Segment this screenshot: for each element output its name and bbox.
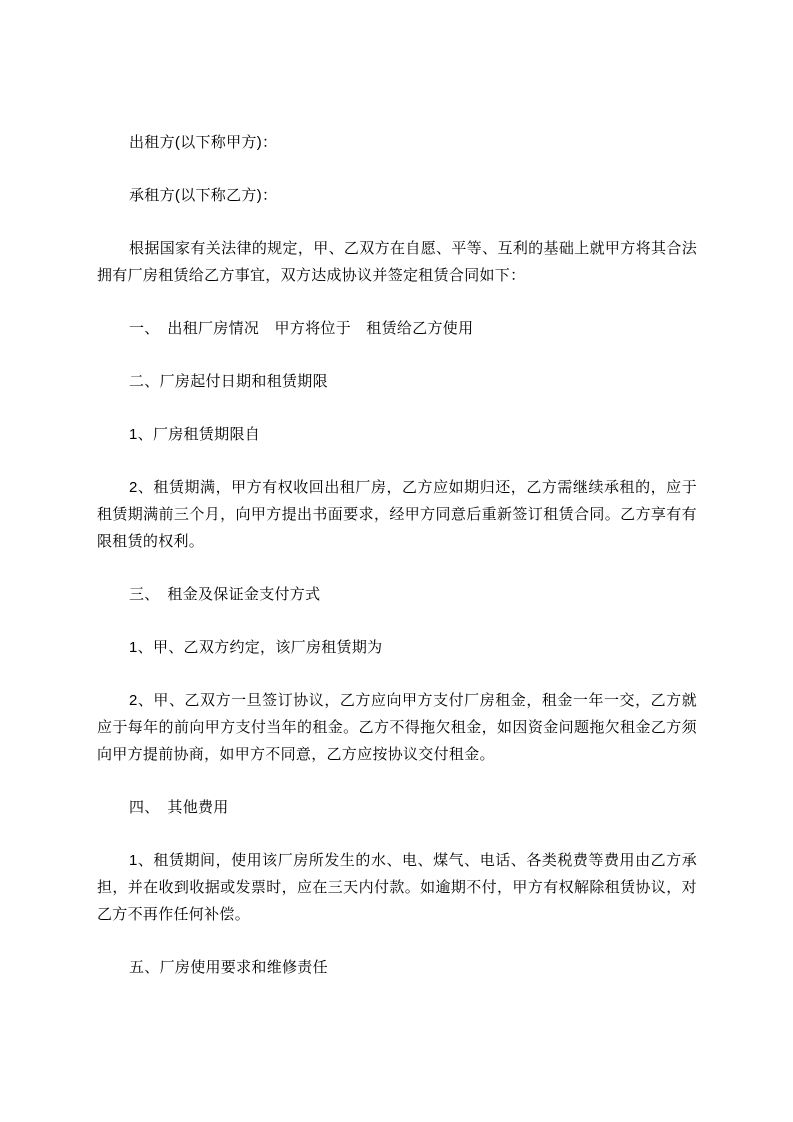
clause-4-heading: 四、 其他费用 <box>129 799 229 816</box>
lessor-party-line: 出租方(以下称甲方)： <box>129 134 278 151</box>
clause-4-item-1: 1、租赁期间，使用该厂房所发生的水、电、煤气、电话、各类税费等费用由乙方承担，并在收到收据或发票时，应在三天内付款。如逾期不付，甲方有权解除租赁协议，对乙方不再作任何补偿。 <box>97 852 697 923</box>
clause-5-heading: 五、厂房使用要求和维修责任 <box>129 959 328 976</box>
clause-3-item-2: 2、甲、乙双方一旦签订协议，乙方应向甲方支付厂房租金，租金一年一交，乙方就应于每年的前向甲方支付当年的租金。乙方不得拖欠租金，如因资金问题拖欠租金乙方须向甲方提前协商，如甲方不同意，乙方应按协议交付租金。 <box>97 692 697 763</box>
clause-1-heading: 一、 出租厂房情况 甲方将位于 租赁给乙方使用 <box>129 320 474 337</box>
clause-3-heading: 三、 租金及保证金支付方式 <box>129 586 321 603</box>
preamble-paragraph: 根据国家有关法律的规定，甲、乙双方在自愿、平等、互利的基础上就甲方将其合法拥有厂房租赁给乙方事宜，双方达成协议并签定租赁合同如下： <box>97 240 697 284</box>
clause-2-item-1: 1、厂房租赁期限自 <box>129 426 261 443</box>
clause-2-item-2: 2、租赁期满，甲方有权收回出租厂房，乙方应如期归还，乙方需继续承租的，应于租赁期满前三个月，向甲方提出书面要求，经甲方同意后重新签订租赁合同。乙方享有有限租赁的权利。 <box>97 479 697 550</box>
clause-2-heading: 二、厂房起付日期和租赁期限 <box>129 373 328 390</box>
lessee-party-line: 承租方(以下称乙方)： <box>129 187 278 204</box>
clause-3-item-1: 1、甲、乙双方约定，该厂房租赁期为 <box>129 639 383 656</box>
